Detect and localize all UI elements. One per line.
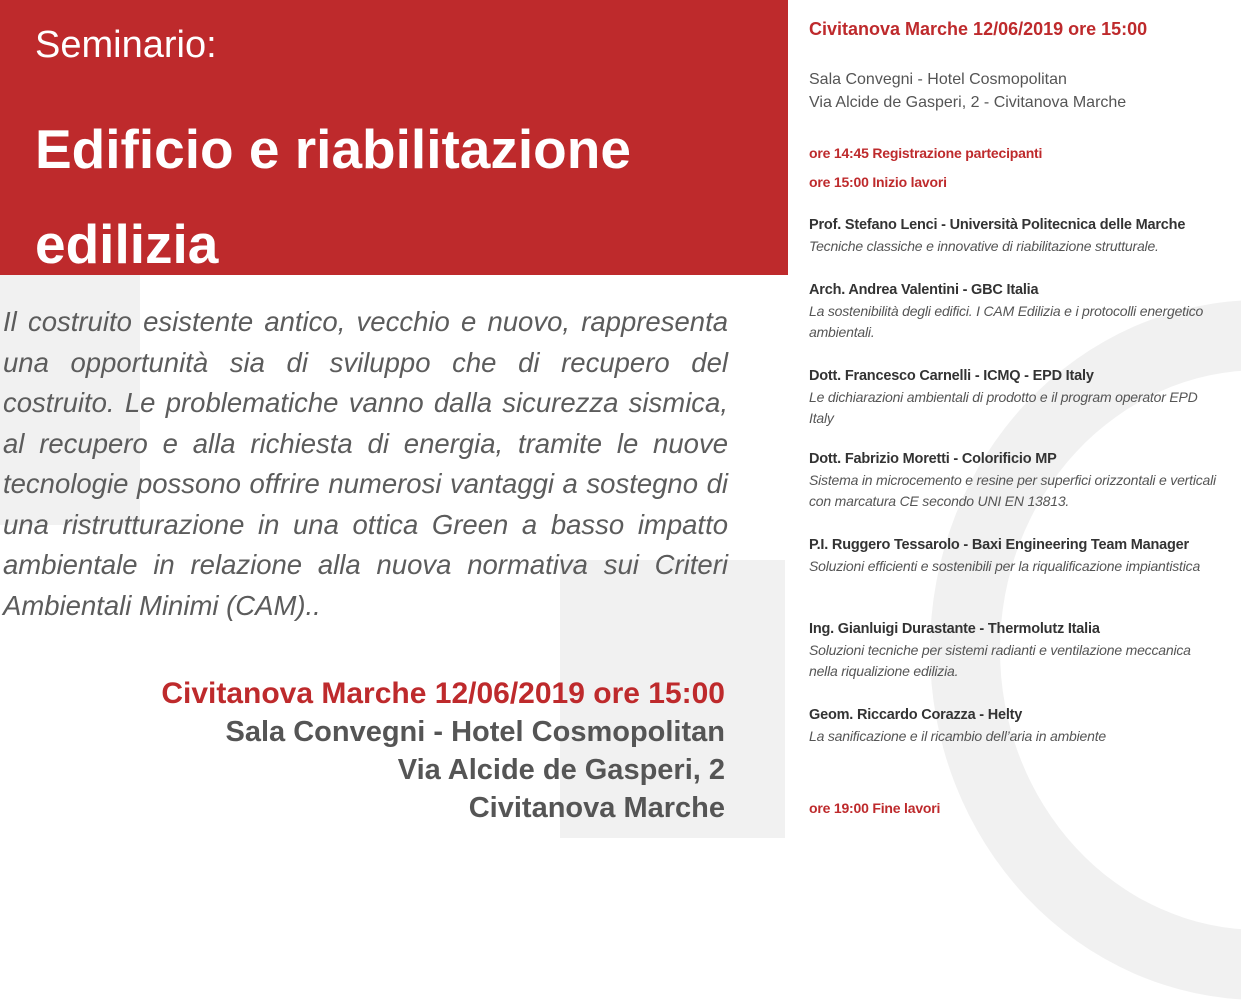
speaker-name: Dott. Francesco Carnelli - ICMQ - EPD Italy [809,368,1094,384]
speaker-topic: Sistema in microcemento e resine per superfici orizzontali e verticali con marcatura CE secondo UNI EN 13813. [809,472,1216,509]
speaker-name: Dott. Fabrizio Moretti - Colorificio MP [809,451,1057,467]
speaker-topic: Soluzioni efficienti e sostenibili per la riqualificazione impiantistica [809,558,1201,574]
speaker-item [809,366,1219,429]
event-street: Via Alcide de Gasperi, 2 [397,754,725,786]
program-venue [809,68,1126,114]
registration-time: ore 14:45 Registrazione partecipanti [809,145,1043,161]
seminar-title: Edificio e riabilitazione edilizia [35,118,631,275]
speaker-name: Geom. Riccardo Corazza - Helty [809,707,1023,723]
speaker-item [809,449,1219,512]
seminar-label: Seminario: [35,24,217,66]
program-venue-line1: Sala Convegni - Hotel Cosmopolitan [809,71,1067,88]
program-header: Civitanova Marche 12/06/2019 ore 15:00 [809,19,1148,39]
event-venue: Sala Convegni - Hotel Cosmopolitan [225,716,725,748]
title-banner [0,0,788,275]
speaker-item [809,535,1219,577]
end-time: ore 19:00 Fine lavori [809,800,941,816]
event-city: Civitanova Marche [468,792,725,824]
intro-paragraph: Il costruito esistente antico, vecchio e nuovo, rappresenta una opportunità sia di sviluppo che di recupero del costruito. Le problematiche vanno dalla sicurezza sismica, al recupero e alla richiesta di energia, tramite le nuove tecnologie possono offrire numerosi vantaggi a sostegno di una ristrutturazione in una ottica Green a basso impatto ambientale in relazione alla nuova normativa sui Criteri Ambientali Minimi (CAM).. [3,306,728,621]
speaker-topic: La sanificazione e il ricambio dell’aria in ambiente [809,728,1106,744]
speaker-name: Prof. Stefano Lenci - Università Politecnica delle Marche [809,217,1186,233]
speaker-name: P.I. Ruggero Tessarolo - Baxi Engineering Team Manager [809,537,1189,553]
speaker-topic: Soluzioni tecniche per sistemi radianti e ventilazione meccanica nella riqualizione edilizia. [809,642,1191,679]
speaker-name: Ing. Gianluigi Durastante - Thermolutz Italia [809,621,1100,637]
start-time: ore 15:00 Inizio lavori [809,174,947,190]
speaker-item [809,619,1219,682]
speaker-item [809,280,1219,343]
speaker-name: Arch. Andrea Valentini - GBC Italia [809,282,1039,298]
program-venue-line2: Via Alcide de Gasperi, 2 - Civitanova Marche [809,94,1127,111]
speaker-item [809,215,1219,257]
speaker-item [809,705,1219,747]
speaker-topic: Tecniche classiche e innovative di riabilitazione strutturale. [809,238,1159,254]
event-details [161,675,725,827]
speaker-topic: Le dichiarazioni ambientali di prodotto e il program operator EPD Italy [809,389,1198,426]
event-date-line: Civitanova Marche 12/06/2019 ore 15:00 [161,677,725,710]
speaker-topic: La sostenibilità degli edifici. I CAM Edilizia e i protocolli energetico ambientali. [809,303,1204,340]
